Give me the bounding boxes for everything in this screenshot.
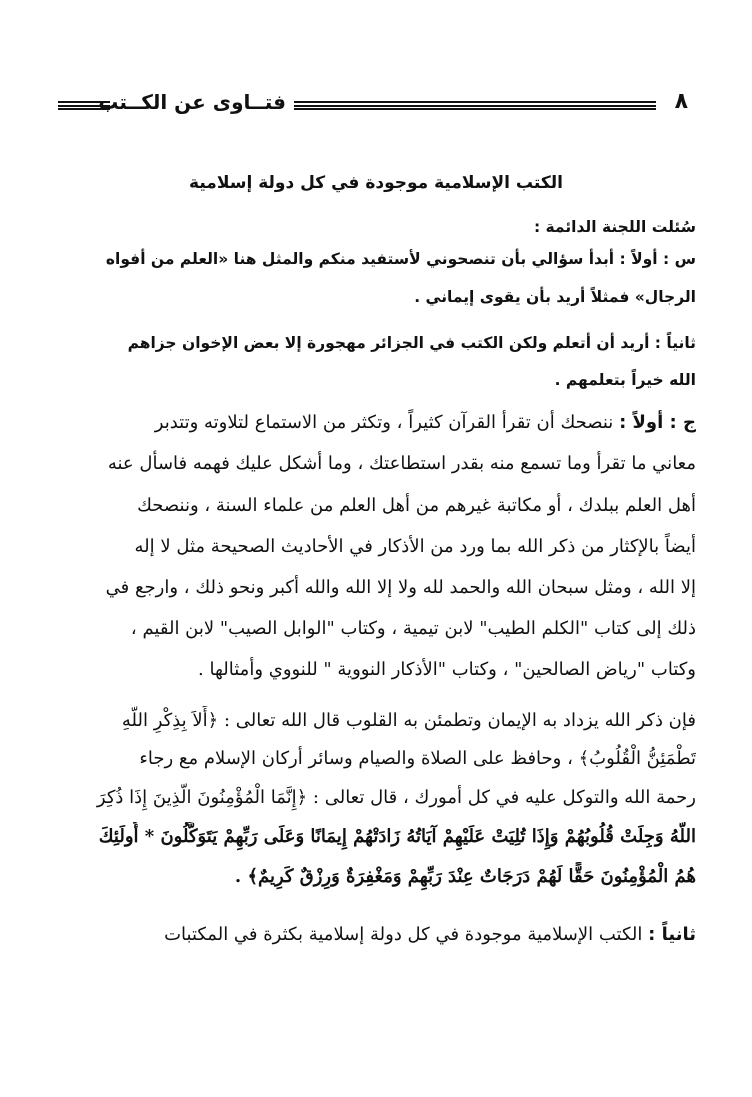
answer-dhikr-line-4: اللَّهُ وَجِلَتْ قُلُوبُهُمْ وَإِذَا تُلِيَتْ عَلَيْهِمْ آيَاتُهُ زَادَتْهُمْ إِيمَانًا وَعَلَى رَبِّهِمْ يَتَوَكَّلُونَ * أُولَئِكَ <box>98 826 696 847</box>
answer-dhikr-line-5: هُمُ الْمُؤْمِنُونَ حَقًّا لَهُمْ دَرَجَاتٌ عِنْدَ رَبِّهِمْ وَمَغْفِرَةٌ وَرِزْقٌ كَرِيمٌ﴾ . <box>234 866 696 887</box>
question-first-line-2: الرجال» فمثلاً أريد بأن يقوى إيماني . <box>414 288 696 306</box>
question-second-text: أريد أن أتعلم ولكن الكتب في الجزائر مهجورة إلا بعض الإخوان جزاهم <box>127 334 650 352</box>
answer-first-line-2: معاني ما تقرأ وما تسمع منه بقدر استطاعتك ، وما أشكل عليك فهمه فاسأل عنه <box>107 453 696 474</box>
question-second-line-2: الله خيراً بتعلمهم . <box>554 371 696 389</box>
answer-first-line-7: وكتاب "رياض الصالحين" ، وكتاب "الأذكار النووية " للنووي وأمثالها . <box>198 659 696 680</box>
answer-dhikr-line-2: تَطْمَئِنُّ الْقُلُوبُ﴾ ، وحافظ على الصلاة والصيام وسائر أركان الإسلام مع رجاء <box>139 748 696 769</box>
running-title: فتــاوى عن الكــتب <box>98 90 286 114</box>
answer-first-line-1 <box>56 408 696 438</box>
answer-dhikr-line-3: رحمة الله والتوكل عليه في كل أمورك ، قال تعالى : ﴿إِنَّمَا الْمُؤْمِنُونَ الَّذِينَ إِذَا ذُكِرَ <box>96 787 696 808</box>
question-second-line-1 <box>56 328 696 358</box>
question-first-label: س : أولاً : <box>619 250 696 268</box>
question-first-text: أبدأ سؤالي بأن تنصحوني لأستفيد منكم والمثل هنا «العلم من أفواه <box>105 250 615 268</box>
answer-second-label: ثانياً : <box>648 924 696 945</box>
answer-dhikr-line-1: فإن ذكر الله يزداد به الإيمان وتطمئن به القلوب قال الله تعالى : ﴿أَلاَ بِذِكْرِ اللَّهِ <box>121 710 696 731</box>
running-header <box>56 89 688 120</box>
page-number: ٨ <box>674 89 688 114</box>
answer-first-text: ننصحك أن تقرأ القرآن كثيراً ، وتكثر من الاستماع لتلاوته وتتدبر <box>154 412 614 433</box>
answer-first-label: ج : أولاً : <box>619 412 696 433</box>
answer-second-line-1 <box>56 920 696 950</box>
answer-first-line-3: أهل العلم ببلدك ، أو مكاتبة غيرهم من أهل العلم من علماء السنة ، وننصحك <box>137 495 696 516</box>
answer-second-text: الكتب الإسلامية موجودة في كل دولة إسلامية بكثرة في المكتبات <box>164 924 643 945</box>
question-second-label: ثانياً : <box>654 334 696 352</box>
question-intro: سُئلت اللجنة الدائمة : <box>533 218 696 236</box>
answer-first-line-4: أيضاً بالإكثار من ذكر الله بما ورد من الأذكار في الأحاديث الصحيحة مثل لا إله <box>134 536 696 557</box>
section-title: الكتب الإسلامية موجودة في كل دولة إسلامية <box>189 173 563 193</box>
answer-first-line-6: ذلك إلى كتاب "الكلم الطيب" لابن تيمية ، وكتاب "الوابل الصيب" لابن القيم ، <box>130 618 696 639</box>
answer-first-line-5: إلا الله ، ومثل سبحان الله والحمد لله ولا إلا الله والله أكبر ونحو ذلك ، وارجع في <box>105 577 696 598</box>
header-rule-right <box>294 101 656 110</box>
question-first-line-1 <box>56 244 696 274</box>
